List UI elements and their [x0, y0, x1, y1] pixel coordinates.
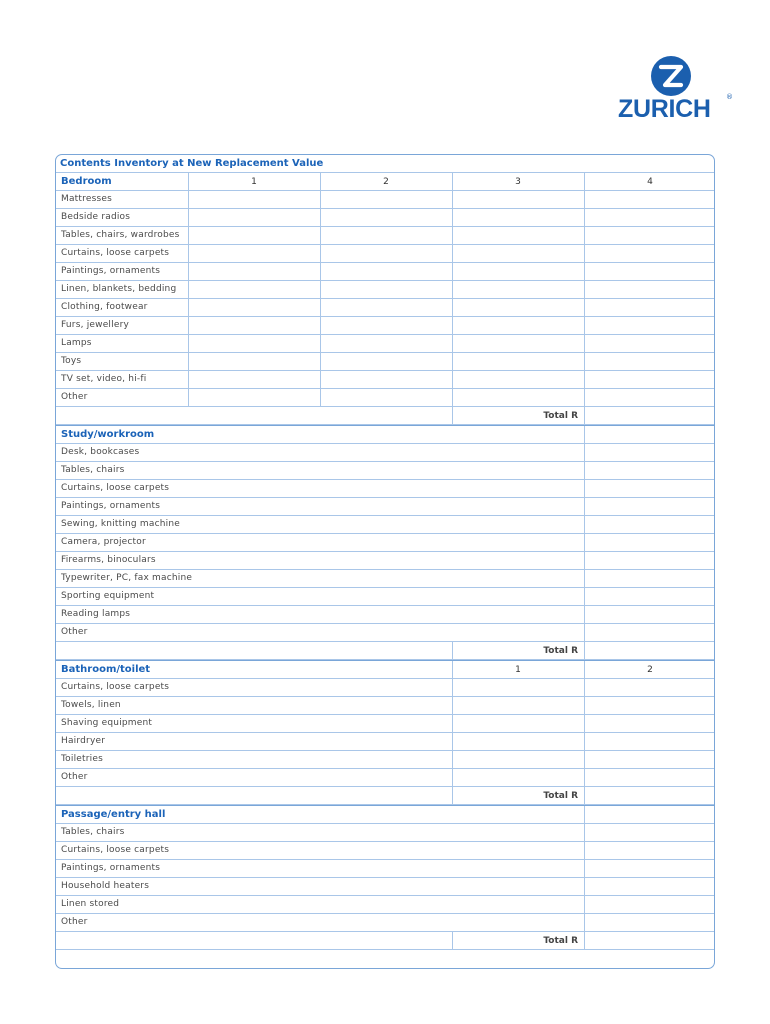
table-row [56, 769, 714, 787]
table-row [56, 317, 714, 335]
section-title-study: Study/workroom [61, 429, 155, 440]
item-label: Other [61, 627, 88, 637]
table-row [56, 824, 714, 842]
table-row [56, 715, 714, 733]
item-label: Shaving equipment [61, 718, 153, 728]
table-row [56, 896, 714, 914]
item-label: Typewriter, PC, fax machine [61, 573, 193, 583]
table-row [56, 281, 714, 299]
table-row [56, 462, 714, 480]
table-row [56, 624, 714, 642]
table-row [56, 860, 714, 878]
item-label: Other [61, 772, 88, 782]
table-row [56, 534, 714, 552]
column-header: 1 [251, 177, 257, 187]
item-label: Furs, jewellery [61, 320, 129, 330]
total-row [56, 787, 714, 805]
section-title-passage: Passage/entry hall [61, 809, 166, 820]
item-label: Sewing, knitting machine [61, 519, 180, 529]
table-row [56, 480, 714, 498]
table-row [56, 263, 714, 281]
item-label: Household heaters [61, 881, 150, 891]
blank-footer-row [56, 950, 714, 967]
form-title: Contents Inventory at New Replacement Value [60, 158, 324, 169]
table-row [56, 353, 714, 371]
table-row [56, 552, 714, 570]
column-header: 3 [515, 177, 521, 187]
total-label: Total R [543, 936, 578, 946]
table-row [56, 606, 714, 624]
registered-mark: ® [726, 93, 733, 101]
column-header: 1 [515, 665, 521, 675]
item-label: Curtains, loose carpets [61, 845, 170, 855]
table-row [56, 371, 714, 389]
total-label: Total R [543, 646, 578, 656]
column-header: 2 [647, 665, 653, 675]
item-label: Toiletries [61, 754, 103, 764]
table-row [56, 679, 714, 697]
total-label: Total R [543, 411, 578, 421]
item-label: Tables, chairs, wardrobes [61, 230, 180, 240]
item-label: Paintings, ornaments [61, 266, 161, 276]
item-label: Tables, chairs [61, 827, 125, 837]
study-header-row [56, 425, 714, 444]
table-row [56, 751, 714, 769]
form-title-row [56, 155, 714, 173]
bathroom-header-row [56, 660, 714, 679]
item-label: Clothing, footwear [61, 302, 148, 312]
table-row [56, 227, 714, 245]
item-label: Other [61, 917, 88, 927]
total-label: Total R [543, 791, 578, 801]
item-label: Toys [61, 356, 82, 366]
item-label: Linen stored [61, 899, 120, 909]
table-row [56, 878, 714, 896]
item-label: Desk, bookcases [61, 447, 140, 457]
zurich-logo [618, 55, 733, 125]
table-row [56, 842, 714, 860]
table-row [56, 516, 714, 534]
item-label: Lamps [61, 338, 92, 348]
column-header: 4 [647, 177, 653, 187]
item-label: Towels, linen [61, 700, 121, 710]
total-row [56, 932, 714, 950]
table-row [56, 498, 714, 516]
total-row [56, 642, 714, 660]
item-label: Curtains, loose carpets [61, 248, 170, 258]
section-title-bedroom: Bedroom [61, 176, 112, 187]
item-label: Bedside radios [61, 212, 131, 222]
table-row [56, 588, 714, 606]
table-row [56, 914, 714, 932]
table-row [56, 697, 714, 715]
item-label: Paintings, ornaments [61, 501, 161, 511]
item-label: Tables, chairs [61, 465, 125, 475]
inventory-form [55, 154, 715, 969]
item-label: Paintings, ornaments [61, 863, 161, 873]
item-label: Curtains, loose carpets [61, 483, 170, 493]
column-header: 2 [383, 177, 389, 187]
table-row [56, 299, 714, 317]
passage-header-row [56, 805, 714, 824]
table-row [56, 733, 714, 751]
table-row [56, 335, 714, 353]
item-label: Camera, projector [61, 537, 146, 547]
table-row [56, 389, 714, 407]
item-label: TV set, video, hi-fi [61, 374, 147, 384]
table-row [56, 191, 714, 209]
zurich-z-icon [650, 55, 692, 97]
bedroom-header-row [56, 173, 714, 191]
total-row [56, 407, 714, 425]
item-label: Curtains, loose carpets [61, 682, 170, 692]
item-label: Mattresses [61, 194, 112, 204]
table-row [56, 444, 714, 462]
item-label: Firearms, binoculars [61, 555, 156, 565]
table-row [56, 570, 714, 588]
table-row [56, 245, 714, 263]
item-label: Reading lamps [61, 609, 131, 619]
item-label: Linen, blankets, bedding [61, 284, 177, 294]
item-label: Sporting equipment [61, 591, 155, 601]
table-row [56, 209, 714, 227]
item-label: Hairdryer [61, 736, 106, 746]
section-title-bathroom: Bathroom/toilet [61, 664, 151, 675]
logo-wordmark: ZURICH [618, 95, 711, 123]
item-label: Other [61, 392, 88, 402]
